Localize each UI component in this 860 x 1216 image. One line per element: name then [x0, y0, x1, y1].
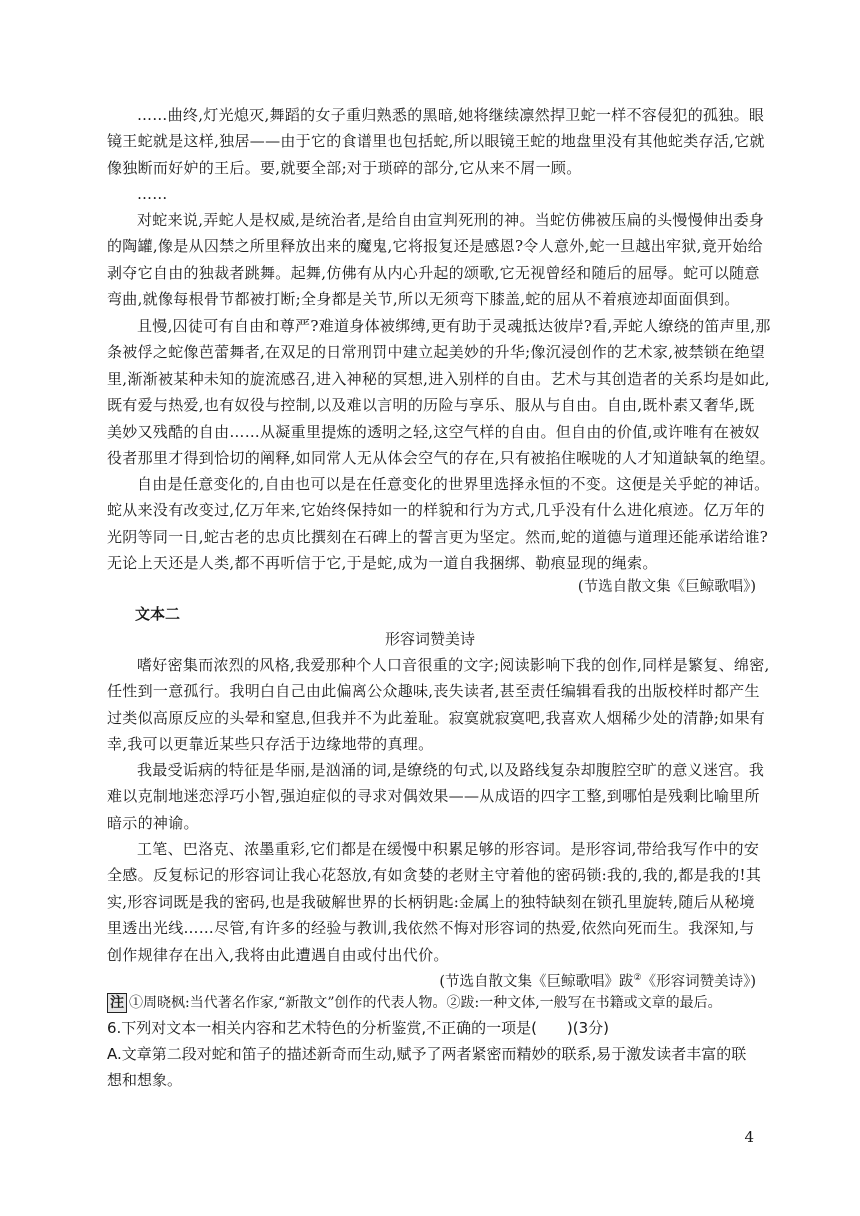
source-text: (节选自散文集《巨鲸歌唱》跋 — [439, 973, 634, 990]
text-line: 镜王蛇就是这样,独居——由于它的食谱里也包括蛇,所以眼镜王蛇的地盘里没有其他蛇类存活,它就 — [107, 132, 765, 151]
text-line: 对蛇来说,弄蛇人是权威,是统治者,是给自由宣判死刑的神。当蛇仿佛被压扁的头慢慢伸出委身 — [137, 211, 765, 229]
text-line: …… — [137, 185, 168, 203]
text-line: 蛇从来没有改变过,亿万年来,它始终保持如一的样貌和行为方式,几乎没有什么进化痕迹。亿万年的 — [107, 501, 765, 520]
footnote-marker: ② — [633, 973, 642, 983]
text-line: 里,渐渐被某种未知的旋流感召,进入神秘的冥想,进入别样的自由。艺术与其创造者的关系均是如此, — [107, 369, 770, 388]
note-text: ①周晓枫:当代著名作家,“新散文”创作的代表人物。②跋:一种文体,一般写在书籍或文章的最后。 — [129, 995, 722, 1011]
text-line: 全感。反复标记的形容词让我心花怒放,有如贪婪的老财主守着他的密码锁:我的,我的,都是我的!其 — [107, 866, 762, 885]
text-line: 我最受诟病的特征是华丽,是汹涌的词,是缭绕的句式,以及路线复杂却腹腔空旷的意义迷宫。我 — [137, 761, 765, 779]
text2-paragraph-3 — [107, 836, 789, 968]
text-line: 且慢,囚徒可有自由和尊严?难道身体被绑缚,更有助于灵魂抵达彼岸?看,弄蛇人缭绕的笛声里,那 — [137, 317, 771, 335]
text-line: 实,形容词既是我的密码,也是我破解世界的长柄钥匙:金属上的独特缺刻在锁孔里旋转,随后从秘境 — [107, 892, 755, 911]
page-number: 4 — [744, 1128, 754, 1146]
text-line: 过类似高原反应的头晕和窒息,但我并不为此羞耻。寂寞就寂寞吧,我喜欢人烟稀少处的清静;如果有 — [107, 708, 766, 727]
text-line: 任性到一意孤行。我明白自己由此偏离公众趣味,丧失读者,甚至责任编辑看我的出版校样时都产生 — [107, 682, 760, 701]
text1-paragraph-2 — [107, 207, 789, 313]
source-text: 《形容词赞美诗》) — [641, 973, 756, 990]
option-a-line: A.文章第二段对蛇和笛子的描述新奇而生动,赋予了两者紧密而精妙的联系,易于激发读者丰富的联 — [107, 1045, 747, 1063]
text-line: 美妙又残酷的自由……从凝重里提炼的透明之轻,这空气样的自由。但自由的价值,或许唯有在被奴 — [107, 422, 760, 441]
option-a-line: 想和想象。 — [107, 1071, 183, 1089]
text-line: 条被俘之蛇像芭蕾舞者,在双足的日常刑罚中建立起美妙的升华;像沉浸创作的艺术家,被禁锁在绝望 — [107, 343, 766, 362]
text2-title: 形容词赞美诗 — [384, 630, 475, 648]
text1-paragraph-4 — [107, 471, 789, 577]
text1-source: (节选自散文集《巨鲸歌唱》) — [577, 579, 756, 595]
text2-paragraph-2 — [107, 757, 789, 836]
text1-paragraph-3 — [107, 313, 789, 471]
text-line: 像独断而好妒的王后。要,就要全部;对于琐碎的部分,它从来不屑一顾。 — [107, 158, 582, 177]
text-line: 工笔、巴洛克、浓墨重彩,它们都是在缓慢中积累足够的形容词。是形容词,带给我写作中的安 — [137, 840, 760, 858]
text-line: 难以克制地迷恋浮巧小智,强迫症似的寻求对偶效果——从成语的四字工整,到哪怕是残剩比喻里所 — [107, 787, 760, 806]
text-line: 创作规律存在出入,我将由此遭遇自由或付出代价。 — [107, 945, 449, 964]
text1-ellipsis — [107, 181, 789, 207]
question-6 — [107, 1015, 767, 1093]
text-line: 役者那里才得到恰切的阐释,如同常人无从体会空气的存在,只有被掐住喉咙的人才知道缺氧的绝望。 — [107, 448, 776, 467]
text-line: 光阴等同一日,蛇古老的忠贞比撰刻在石碑上的誓言更为坚定。然而,蛇的道德与道理还能承诺给谁? — [107, 527, 769, 546]
text-line: 暗示的神谕。 — [107, 813, 199, 832]
text-line: 剥夺它自由的独裁者跳舞。起舞,仿佛有从内心升起的颂歌,它无视曾经和随后的屈辱。蛇可以随意 — [107, 263, 760, 282]
text1-paragraph-1 — [107, 102, 789, 181]
text-line: ……曲终,灯光熄灭,舞蹈的女子重归熟悉的黑暗,她将继续凛然捍卫蛇一样不容侵犯的孤独。眼 — [137, 106, 765, 124]
text-line: 幸,我可以更靠近某些只存活于边缘地带的真理。 — [107, 735, 434, 754]
text2-heading: 文本二 — [135, 605, 181, 623]
text2-paragraph-1 — [107, 652, 789, 758]
footnote — [107, 991, 767, 1015]
question-stem: 6.下列对文本一相关内容和艺术特色的分析鉴赏,不正确的一项是( )(3分) — [107, 1019, 610, 1037]
text-line: 嗜好密集而浓烈的风格,我爱那种个人口音很重的文字;阅读影响下我的创作,同样是繁复、绵密, — [137, 656, 770, 674]
text-line: 自由是任意变化的,自由也可以是在任意变化的世界里选择永恒的不变。这便是关乎蛇的神话。 — [137, 475, 770, 493]
text-line: 里透出光线……尽管,有许多的经验与教训,我依然不悔对形容词的热爱,依然向死而生。我深知,与 — [107, 919, 755, 938]
text2-source — [439, 966, 756, 994]
note-label: 注 — [107, 993, 127, 1013]
text-line: 弯曲,就像每根骨节都被打断;全身都是关节,所以无须弯下膝盖,蛇的屈从不着痕迹却面面俱到。 — [107, 290, 740, 309]
text-line: 既有爱与热爱,也有奴役与控制,以及难以言明的历险与享乐、服从与自由。自由,既朴素又奢华,既 — [107, 396, 755, 415]
text-line: 的陶罐,像是从囚禁之所里释放出来的魔鬼,它将报复还是感恩?令人意外,蛇一旦越出牢狱,竟开始给 — [107, 237, 763, 256]
text-line: 无论上天还是人类,都不再听信于它,于是蛇,成为一道自我捆绑、勒痕显现的绳索。 — [107, 554, 658, 573]
